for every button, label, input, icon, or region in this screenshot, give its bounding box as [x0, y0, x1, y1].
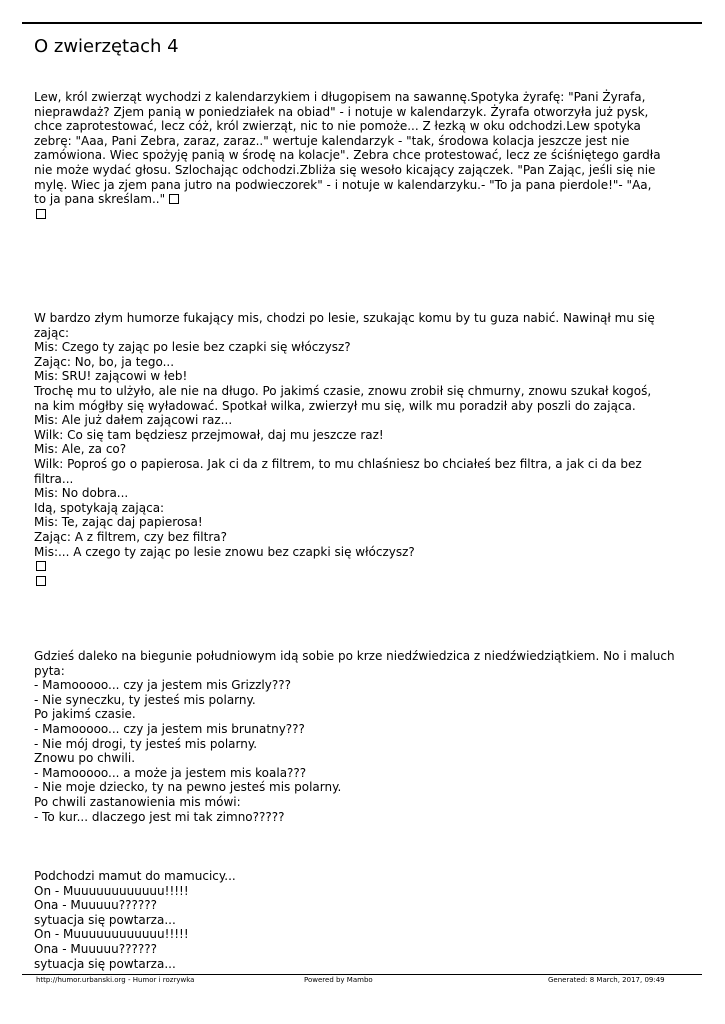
story-line: Po jakimś czasie.	[34, 707, 136, 722]
story-line: pyta:	[34, 663, 65, 678]
missing-glyph-box-icon	[36, 561, 46, 571]
story-mammoth	[34, 869, 694, 971]
story-line: zając:	[34, 325, 69, 340]
story-line: sytuacja się powtarza...	[34, 956, 176, 971]
story-line: Mis:... A czego ty zając po lesie znowu bez czapki się włóczysz?	[34, 544, 415, 559]
story-line: Po chwili zastanowienia mis mówi:	[34, 794, 241, 809]
story-line-text: to ja pana skreślam.."	[34, 192, 166, 207]
story-line: nie może wydać głosu. Szlochając odchodzi.Zbliża się wesoło kicający zajączek. "Pan Zając, jeśli się nie	[34, 162, 656, 177]
glyph-line	[34, 207, 694, 222]
story-polar-bear	[34, 649, 694, 824]
story-line: zamówiona. Wiec spożyję panią w środę na kolacje". Zebra chce protestować, lecz ze ściśniętego gardła	[34, 148, 661, 163]
glyph-line	[34, 574, 694, 589]
story-line: Znowu po chwili.	[34, 751, 136, 766]
missing-glyph-box-icon	[169, 194, 179, 204]
story-line: filtra...	[34, 471, 74, 486]
story-line: Podchodzi mamut do mamucicy...	[34, 869, 236, 883]
story-line: zebrę: "Aaa, Pani Zebra, zaraz, zaraz.." wertuje kalendarzyk - "tak, środowa kolacja jeszcze jest nie	[34, 133, 630, 148]
story-line: Mis: Czego ty zając po lesie bez czapki się włóczysz?	[34, 340, 351, 355]
story-line: Mis: Ale już dałem zającowi raz...	[34, 413, 233, 428]
story-line: Wilk: Poproś go o papierosa. Jak ci da z filtrem, to mu chlaśniesz bo chciałeś bez filtra, a jak ci da bez	[34, 456, 642, 471]
story-line: Gdzieś daleko na biegunie południowym idą sobie po krze niedźwiedzica z niedźwiedziątkiem. No i maluch	[34, 649, 675, 663]
story-line: - To kur... dlaczego jest mi tak zimno?????	[34, 809, 285, 824]
missing-glyph-box-icon	[36, 576, 46, 586]
story-line: Ona - Muuuuu??????	[34, 898, 157, 913]
story-line: nieprawdaż? Zjem panią w poniedziałek na obiad" - i notuje w kalendarzyk. Żyrafa otworzyła już pysk,	[34, 104, 649, 119]
story-line: - Mamooooo... a może ja jestem mis koala???	[34, 765, 307, 780]
story-line: - Mamooooo... czy ja jestem mis brunatny???	[34, 721, 305, 736]
story-line: - Mamooooo... czy ja jestem mis Grizzly???	[34, 678, 291, 693]
story-line: On - Muuuuuuuuuuuu!!!!!	[34, 883, 189, 898]
story-line: Mis: SRU! zającowi w łeb!	[34, 369, 188, 384]
story-bear-hare	[34, 311, 694, 588]
story-line: Zając: A z filtrem, czy bez filtra?	[34, 529, 228, 544]
footer-powered: Powered by Mambo	[304, 976, 373, 984]
footer-rule	[22, 974, 702, 975]
header-rule	[22, 22, 702, 24]
glyph-line	[34, 559, 694, 574]
story-line: Mis: No dobra...	[34, 486, 129, 501]
story-line-last	[34, 192, 694, 207]
story-line: - Nie moje dziecko, ty na pewno jesteś mis polarny.	[34, 780, 342, 795]
story-line: - Nie mój drogi, ty jesteś mis polarny.	[34, 736, 258, 751]
story-line: Mis: Ale, za co?	[34, 442, 127, 457]
story-line: On - Muuuuuuuuuuuu!!!!!	[34, 927, 189, 942]
missing-glyph-box-icon	[36, 209, 46, 219]
story-line: chce zaprotestować, lecz cóż, król zwierząt, nic to nie pomoże... Z łezką w oku odchodzi.Lew spotyka	[34, 119, 641, 134]
story-line: Lew, król zwierząt wychodzi z kalendarzykiem i długopisem na sawannę.Spotyka żyrafę: "Pani Żyrafa,	[34, 90, 646, 104]
page-title: O zwierzętach 4	[34, 36, 179, 57]
story-line: sytuacja się powtarza...	[34, 912, 176, 927]
story-line: Trochę mu to ulżyło, ale nie na długo. Po jakimś czasie, znowu zrobił się chmurny, znowu szukał kogoś,	[34, 383, 652, 398]
story-lion	[34, 90, 694, 221]
footer-site-link[interactable]: http://humor.urbanski.org - Humor i rozrywka	[36, 976, 195, 984]
story-line: Wilk: Co się tam będziesz przejmował, daj mu jeszcze raz!	[34, 427, 384, 442]
story-line: na kim mógłby się wyładować. Spotkał wilka, zwierzył mu się, wilk mu poradził aby poszli do zająca.	[34, 398, 636, 413]
footer-generated: Generated: 8 March, 2017, 09:49	[548, 976, 665, 984]
story-line: Ona - Muuuuu??????	[34, 941, 157, 956]
story-line: Idą, spotykają zająca:	[34, 500, 165, 515]
story-line: Zając: No, bo, ja tego...	[34, 354, 175, 369]
story-line: Mis: Te, zając daj papierosa!	[34, 515, 203, 530]
story-line: W bardzo złym humorze fukający mis, chodzi po lesie, szukając komu by tu guza nabić. Nawinął mu się	[34, 311, 655, 325]
story-line: - Nie syneczku, ty jesteś mis polarny.	[34, 692, 256, 707]
story-line: mylę. Wiec ja zjem pana jutro na podwieczorek" - i notuje w kalendarzyku.- "To ja pana pierdole!"- "Aa,	[34, 177, 652, 192]
